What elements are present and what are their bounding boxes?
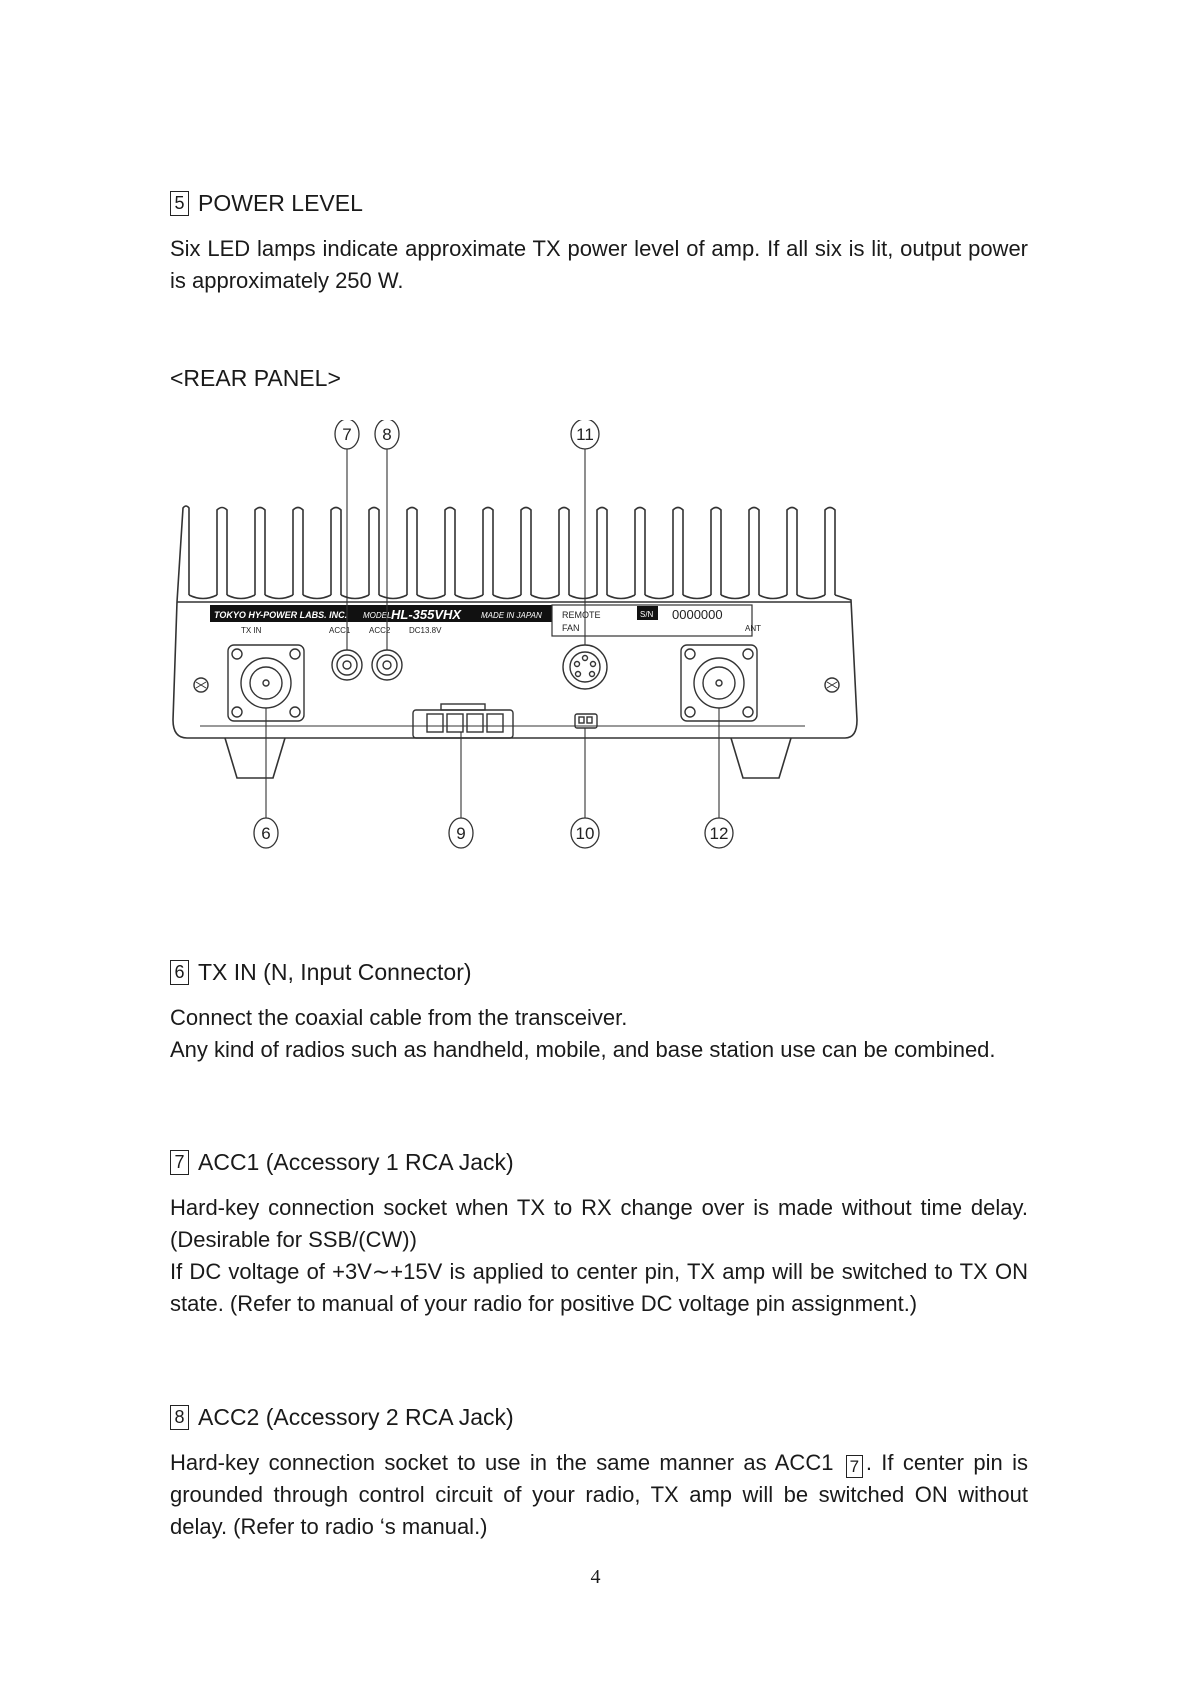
acc1-label: ACC1 [329, 626, 351, 635]
acc2-jack [372, 650, 402, 680]
fan-text: FAN [562, 623, 580, 633]
section-7-heading [170, 1149, 1028, 1176]
acc2-label: ACC2 [369, 626, 391, 635]
section-number-box: 5 [170, 191, 189, 216]
page-number: 4 [590, 1566, 601, 1588]
paragraph-part: Hard-key connection socket to use in the same manner as ACC1 [170, 1450, 834, 1475]
remote-text: REMOTE [562, 610, 601, 620]
paragraph: Any kind of radios such as handheld, mobile, and base station use can be combined. [170, 1037, 996, 1062]
tx-in-label: TX IN [241, 626, 262, 635]
screw-right [825, 678, 839, 692]
section-5-body [170, 233, 1028, 297]
foot-right [731, 738, 791, 778]
section-8-body [170, 1447, 1028, 1543]
callout-7: 7 [342, 425, 352, 444]
paragraph-part: . If center pin is grounded through control circuit of your radio, TX amp will be switched ON without delay. (Refer to radio ‘s manual.) [170, 1450, 1028, 1539]
sn-label: S/N [640, 610, 654, 619]
section-6-body [170, 1002, 1028, 1066]
heatsink-fins [177, 506, 835, 602]
paragraph: Six LED lamps indicate approximate TX power level of amp. If all six is lit, output power is approximately 250 W. [170, 236, 1028, 293]
section-title: TX IN (N, Input Connector) [198, 959, 472, 985]
paragraph: Hard-key connection socket when TX to RX change over is made without time delay. (Desirable for SSB/(CW)) [170, 1195, 1028, 1252]
paragraph: If DC voltage of +3V∼+15V is applied to center pin, TX amp will be switched to TX ON state. (Refer to manual of your radio for positive DC voltage pin assignment.) [170, 1259, 1028, 1316]
acc1-jack [332, 650, 362, 680]
paragraph [170, 1447, 1028, 1543]
callout-6: 6 [261, 824, 271, 843]
section-number-box: 6 [170, 960, 189, 985]
remote-din-connector [563, 645, 607, 689]
rear-panel-diagram [165, 420, 865, 890]
foot-left [225, 738, 285, 778]
section-8-heading [170, 1404, 1028, 1431]
section-title: ACC2 (Accessory 2 RCA Jack) [198, 1404, 514, 1430]
callout-11: 11 [576, 425, 594, 444]
ant-label: ANT [745, 624, 761, 633]
callout-12: 12 [709, 824, 729, 843]
section-title: ACC1 (Accessory 1 RCA Jack) [198, 1149, 514, 1175]
section-7-body [170, 1192, 1028, 1320]
brand-text: TOKYO HY-POWER LABS. INC. [214, 610, 348, 620]
dc-label: DC13.8V [409, 626, 442, 635]
callout-9: 9 [456, 824, 466, 843]
section-5-heading [170, 190, 1028, 217]
made-in-text: MADE IN JAPAN [481, 611, 542, 620]
section-6-heading [170, 959, 1028, 986]
serial-number: 0000000 [672, 607, 723, 622]
callout-8: 8 [382, 425, 392, 444]
label-strip [210, 605, 761, 636]
model-text: HL-355VHX [391, 607, 462, 622]
model-prefix-text: MODEL [363, 611, 392, 620]
screw-left [194, 678, 208, 692]
section-number-box: 7 [170, 1150, 189, 1175]
section-title: POWER LEVEL [198, 190, 363, 216]
dc-power-connector [413, 704, 513, 738]
section-number-box: 8 [170, 1405, 189, 1430]
callout-10: 10 [575, 824, 595, 843]
paragraph: Connect the coaxial cable from the transceiver. [170, 1005, 628, 1030]
rear-panel-label: <REAR PANEL> [170, 365, 341, 391]
section-ref-box: 7 [846, 1455, 863, 1478]
